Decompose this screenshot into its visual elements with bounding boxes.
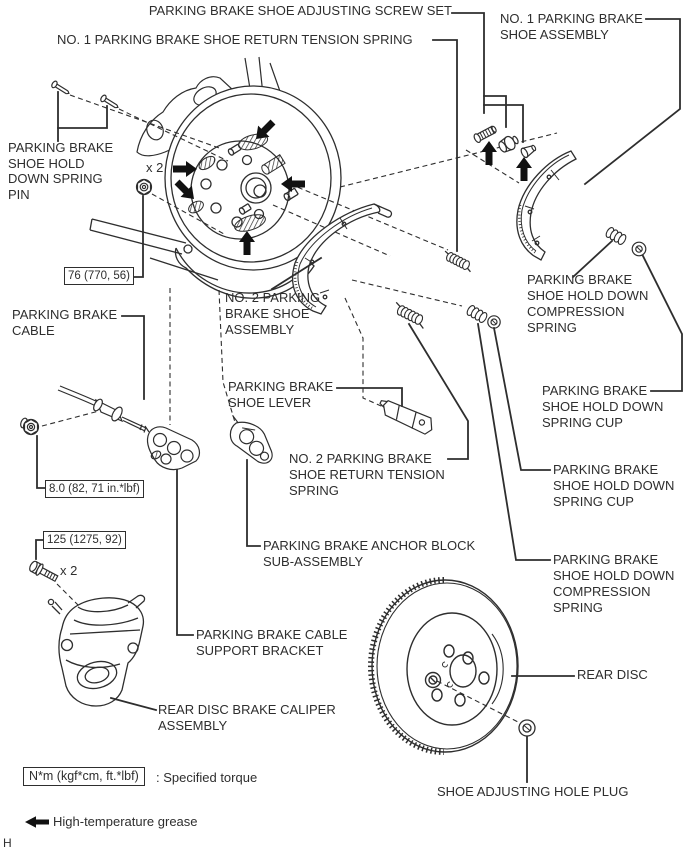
hold-down-pins-drawing (51, 80, 120, 110)
label-line: PARKING BRAKE (527, 272, 633, 287)
rear-disc-drawing (371, 580, 518, 752)
label-brake-cable (12, 307, 117, 339)
label-line: SHOE ASSEMBLY (500, 27, 609, 42)
label-line: COMPRESSION (527, 304, 625, 319)
cable-support-bracket-drawing (147, 427, 199, 470)
label-line: SHOE HOLD DOWN (542, 399, 664, 414)
label-line: SHOE HOLD DOWN (553, 568, 675, 583)
label-line: ASSEMBLY (158, 718, 228, 733)
label-line: ASSEMBLY (225, 322, 295, 337)
label-line: SHOE HOLD DOWN (527, 288, 649, 303)
label-line: PARKING BRAKE (8, 140, 114, 155)
label-line: REAR DISC (577, 667, 648, 682)
page-letter: H (3, 836, 12, 850)
label-line: NO. 2 PARKING BRAKE (289, 451, 432, 466)
anchor-block-drawing (221, 415, 280, 465)
spring-cup-right-drawing (632, 242, 646, 256)
caliper-drawing (48, 595, 144, 706)
label-line: SPRING (553, 600, 603, 615)
label-line: PARKING BRAKE (553, 552, 659, 567)
label-line: DOWN SPRING (8, 171, 103, 186)
label-line: SUPPORT BRACKET (196, 643, 324, 658)
legend-torque-note: : Specified torque (156, 770, 258, 785)
legend-grease-note: High-temperature grease (53, 814, 198, 829)
label-x2-caliper-bolt: x 2 (60, 563, 78, 578)
label-rear-disc (577, 667, 648, 683)
label-line: SPRING (527, 320, 577, 335)
compression-spring-right-drawing (605, 226, 628, 245)
parking-brake-cable-drawing (58, 386, 149, 433)
label-comp-spring-right (527, 272, 648, 336)
label-line: PARKING BRAKE (228, 379, 334, 394)
label-line: SPRING CUP (542, 415, 623, 430)
label-line: CABLE (12, 323, 55, 338)
label-line: NO. 1 PARKING BRAKE (500, 11, 643, 26)
label-line: SHOE HOLD DOWN (553, 478, 675, 493)
torque-spec-hub-bolt: 76 (770, 56) (64, 267, 134, 285)
label-line: COMPRESSION (553, 584, 651, 599)
return-spring-no1-drawing (442, 250, 475, 273)
label-adjusting-screw-set (130, 3, 452, 19)
torque-spec-caliper-bolt: 125 (1275, 92) (43, 531, 126, 549)
label-line: SPRING CUP (553, 494, 634, 509)
label-comp-spring-bottom (553, 552, 674, 616)
label-cable-bracket (196, 627, 347, 659)
label-spring-cup-mid (553, 462, 674, 510)
label-line: SHOE ADJUSTING HOLE PLUG (437, 784, 629, 799)
label-line: PARKING BRAKE CABLE (196, 627, 348, 642)
label-no1-return-spring (57, 32, 413, 48)
legend-grease-arrow-icon (25, 816, 49, 828)
adjusting-screw-set-drawing (473, 124, 538, 158)
label-line: PARKING BRAKE SHOE ADJUSTING SCREW SET (148, 3, 452, 18)
label-line: REAR DISC BRAKE CALIPER (158, 702, 336, 717)
label-line: PIN (8, 186, 30, 202)
label-no2-shoe-assembly (225, 290, 320, 338)
label-line: SUB-ASSEMBLY (263, 554, 364, 569)
label-spring-cup-right (542, 383, 663, 431)
cable-nut-drawing (19, 417, 38, 434)
label-no1-shoe-assembly (500, 11, 643, 43)
label-line: NO. 2 PARKING (225, 290, 321, 305)
label-shoe-lever (228, 379, 333, 411)
label-hold-down-pin (8, 140, 113, 202)
label-line: PARKING BRAKE (542, 383, 648, 398)
legend-torque-unit-box: N*m (kgf*cm, ft.*lbf) (23, 767, 145, 786)
label-line: SHOE RETURN TENSION (289, 467, 445, 482)
label-no2-return-spring (289, 451, 445, 499)
label-hole-plug (437, 784, 628, 800)
label-line: PARKING BRAKE (12, 307, 118, 322)
label-line: BRAKE SHOE (225, 306, 310, 321)
label-line: SHOE HOLD (8, 155, 85, 171)
label-line: NO. 1 PARKING BRAKE SHOE RETURN TENSION SPRING (57, 32, 413, 47)
shoe-lever-drawing (376, 394, 436, 436)
label-line: SHOE LEVER (228, 395, 312, 410)
label-line: PARKING BRAKE (553, 462, 659, 477)
label-line: SPRING (289, 483, 339, 498)
label-x2-pin-nut: x 2 (146, 160, 164, 175)
label-anchor-block (263, 538, 475, 570)
caliper-bolt-drawing (28, 559, 59, 584)
hub-nut-drawing (137, 180, 152, 195)
hole-plug-drawing (519, 720, 535, 736)
spring-cup-mid-drawing (488, 316, 500, 328)
label-line: PARKING BRAKE ANCHOR BLOCK (263, 538, 476, 553)
torque-spec-cable-nut: 8.0 (82, 71 in.*lbf) (45, 480, 144, 498)
compression-spring-mid-drawing (466, 304, 489, 323)
label-caliper (158, 702, 336, 734)
